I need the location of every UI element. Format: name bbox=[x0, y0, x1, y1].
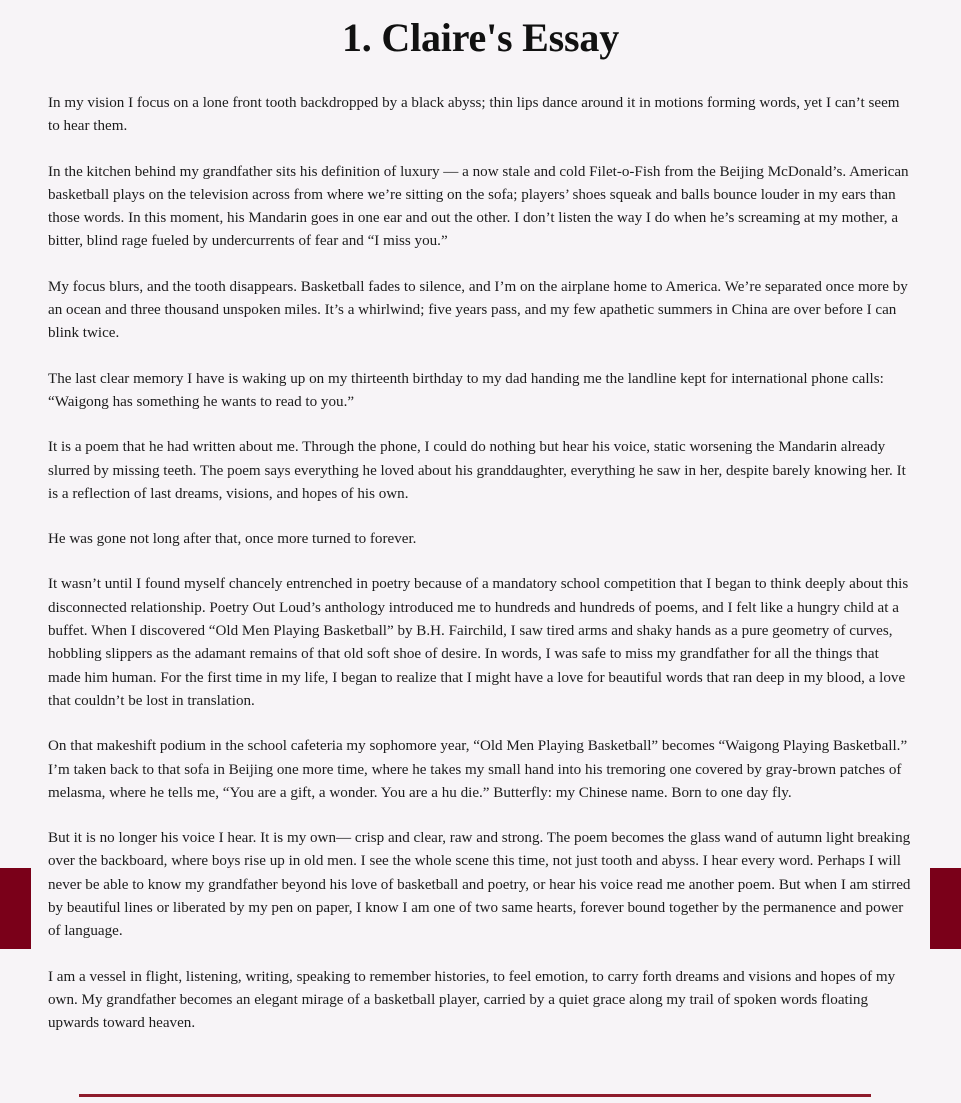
left-side-tab[interactable] bbox=[0, 868, 31, 949]
essay-paragraph-7: It wasn’t until I found myself chancely entrenched in poetry because of a mandatory school competition that I began to think deeply about this disconnected relationship. Poetry Out Loud’s anthology introduced me to hundreds and hundreds of poems, and I felt like a hungry child at a buffet. When I discovered “Old Men Playing Basketball” by B.H. Fairchild, I saw tired arms and shaky hands as a pure geometry of curves, hobbling slippers as the adamant remains of that old soft shoe of desire. In words, I was safe to miss my grandfather for all the things that made him human. For the first time in my life, I began to realize that I might have a love for beautiful words that ran deep in my blood, a love that couldn’t be lost in translation. bbox=[48, 576, 909, 709]
essay-paragraph-6: He was gone not long after that, once more turned to forever. bbox=[48, 531, 417, 548]
essay-body bbox=[48, 92, 914, 1058]
essay-paragraph-1: In my vision I focus on a lone front tooth backdropped by a black abyss; thin lips dance around it in motions forming words, yet I can’t seem to hear them. bbox=[48, 95, 900, 135]
essay-paragraph-5: It is a poem that he had written about me. Through the phone, I could do nothing but hear his voice, static worsening the Mandarin already slurred by missing teeth. The poem says everything he loved about his granddaughter, everything he saw in her, despite barely knowing her. It is a reflection of last dreams, visions, and hopes of his own. bbox=[48, 439, 906, 502]
essay-paragraph-3: My focus blurs, and the tooth disappears. Basketball fades to silence, and I’m on the airplane home to America. We’re separated once more by an ocean and three thousand unspoken miles. It’s a whirlwind; five years pass, and my few apathetic summers in China are over before I can blink twice. bbox=[48, 278, 908, 342]
right-side-tab[interactable] bbox=[930, 868, 961, 949]
essay-paragraph-2: In the kitchen behind my grandfather sits his definition of luxury — a now stale and cold Filet-o-Fish from the Beijing McDonald’s. American basketball plays on the television across from where we’re sitting on the sofa; players’ shoes squeak and balls bounce louder in my ears than those words. In this moment, his Mandarin goes in one ear and out the other. I don’t listen the way I do when he’s screaming at my mother, a bitter, blind rage fueled by undercurrents of fear and “I miss you.” bbox=[48, 163, 909, 250]
essay-paragraph-8: On that makeshift podium in the school cafeteria my sophomore year, “Old Men Playing Basketball” becomes “Waigong Playing Basketball.” I’m taken back to that sofa in Beijing one more time, where he takes my small hand into his tremoring one covered by gray-brown patches of melasma, where he tells me, “You are a gift, a wonder. You are a hu die.” Butterfly: my Chinese name. Born to one day fly. bbox=[48, 738, 908, 801]
bottom-divider bbox=[79, 1094, 871, 1097]
essay-paragraph-10: I am a vessel in flight, listening, writing, speaking to remember histories, to feel emotion, to carry forth dreams and visions and hopes of my own. My grandfather becomes an elegant mirage of a basketball player, carried by a quiet grace along my trail of spoken words floating upwards toward heaven. bbox=[48, 968, 896, 1032]
essay-paragraph-9: But it is no longer his voice I hear. It is my own— crisp and clear, raw and strong. The poem becomes the glass wand of autumn light breaking over the backboard, where boys rise up in old men. I see the whole scene this time, not just tooth and abyss. I hear every word. Perhaps I will never be able to know my grandfather beyond his love of basketball and poetry, or hear his voice read me another poem. But when I am stirred by beautiful lines or liberated by my pen on paper, I know I am one of two same hearts, forever bound together by the permanence and power of language. bbox=[48, 830, 911, 940]
essay-paragraph-4: The last clear memory I have is waking up on my thirteenth birthday to my dad handing me the landline kept for international phone calls: “Waigong has something he wants to read to you.” bbox=[48, 370, 884, 410]
essay-title: 1. Claire's Essay bbox=[342, 15, 619, 60]
